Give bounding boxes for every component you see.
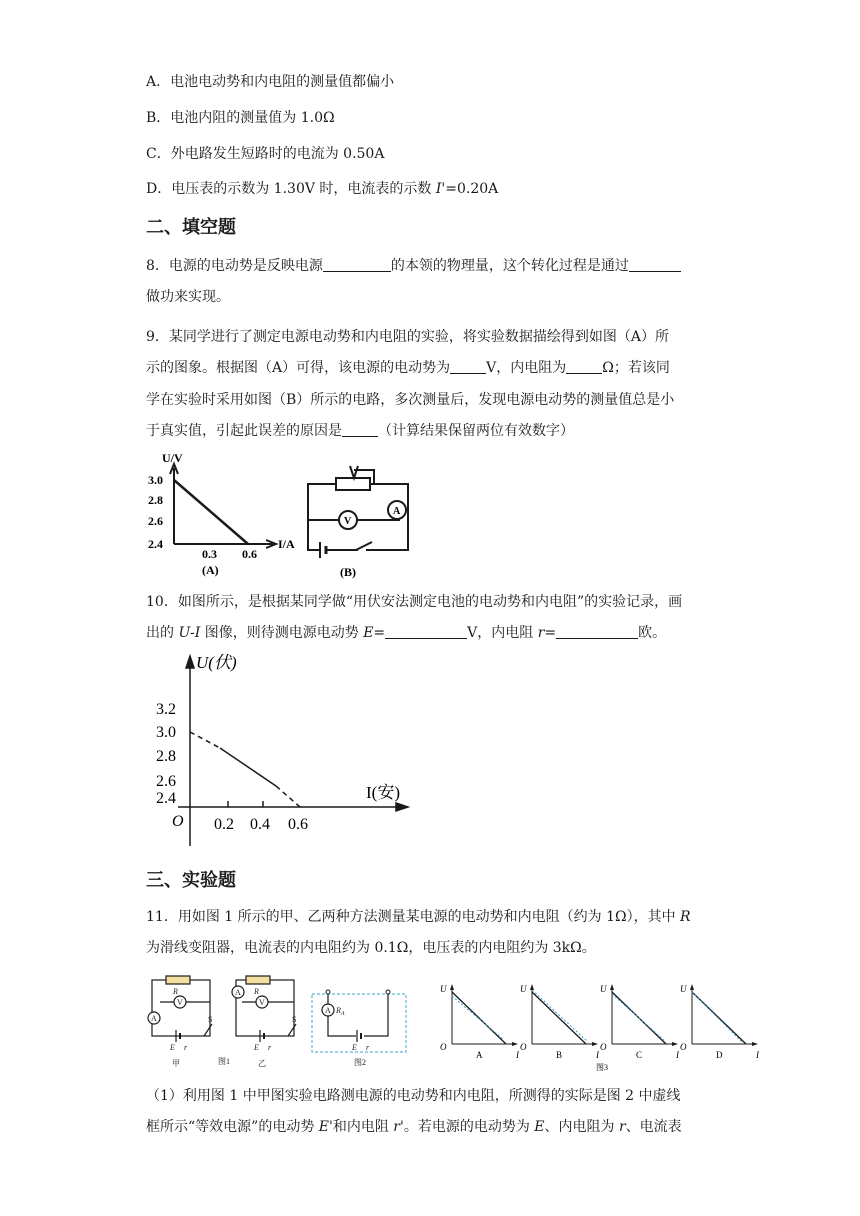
q9-text-c: Ω；若该同 bbox=[602, 360, 670, 376]
fig2-ra-label: $R_A$ bbox=[336, 1006, 345, 1017]
fig3-c-u-label: U bbox=[600, 984, 607, 994]
fig1-jia-rr-label: r bbox=[184, 1043, 188, 1052]
figa-ytick-28: 2.8 bbox=[148, 493, 163, 507]
fig1-yi-s-label: S bbox=[292, 1015, 297, 1024]
figb-slider-arrow bbox=[350, 466, 358, 478]
fig3-b-u-label: U bbox=[520, 984, 527, 994]
option-d bbox=[146, 179, 498, 199]
fig2-wire-right bbox=[364, 994, 388, 1036]
fig3-d-i-label: I bbox=[756, 1050, 759, 1060]
fig3-b-i-label: I bbox=[596, 1050, 599, 1060]
q10-text-f: 欧。 bbox=[638, 625, 667, 641]
fig3-a-u-arrow bbox=[450, 984, 454, 990]
fig3-c-origin: O bbox=[600, 1042, 607, 1052]
fig1-yi-label: 乙 bbox=[258, 1059, 266, 1068]
option-d-value: =0.20A bbox=[445, 181, 499, 197]
option-d-text: D．电压表的示数为 1.30V 时，电流表的示数 bbox=[146, 181, 436, 197]
fig3-c-i-arrow bbox=[672, 1042, 678, 1046]
q9-text-a: 示的图象。根据图（A）可得，该电源的电动势为 bbox=[146, 360, 451, 376]
q11-sub1-var-e: E bbox=[534, 1119, 545, 1135]
fig3-d-solid-line bbox=[692, 992, 746, 1044]
fig3-panel-label-c: C bbox=[636, 1050, 643, 1060]
section-heading-fill-blank: 二、填空题 bbox=[146, 217, 236, 238]
q8-blank-2[interactable] bbox=[629, 257, 681, 272]
q10-ytick-26: 2.6 bbox=[156, 773, 176, 790]
fig3-b-solid-line bbox=[532, 992, 586, 1044]
q10-eq-1: = bbox=[373, 625, 386, 641]
figa-ytick-26: 2.6 bbox=[148, 514, 163, 528]
fig1-yi-rr-label: r bbox=[268, 1043, 272, 1052]
q11-line2: 为滑线变阻器，电流表的内电阻约为 0.1Ω，电压表的内电阻约为 3kΩ。 bbox=[146, 940, 596, 956]
q11-sub1-text-e: 、电流表 bbox=[625, 1119, 682, 1135]
fig3-d-u-arrow bbox=[690, 984, 694, 990]
q10-y-arrow bbox=[186, 656, 194, 668]
q10-text-d: V，内电阻 bbox=[467, 625, 538, 641]
fig3-panel-label-a: A bbox=[476, 1050, 483, 1060]
figa-ytick-30: 3.0 bbox=[148, 473, 163, 487]
fig3-b-i-arrow bbox=[592, 1042, 598, 1046]
fig1-yi-e-label: E bbox=[254, 1043, 259, 1052]
fig3-a-i-label: I bbox=[516, 1050, 519, 1060]
fig2-terminal-left bbox=[326, 990, 330, 994]
q11-sub1-line2 bbox=[146, 1117, 682, 1137]
q10-origin: O bbox=[172, 813, 184, 830]
fig3-c-u-arrow bbox=[610, 984, 614, 990]
figa-ytick-24: 2.4 bbox=[148, 537, 163, 551]
fig1-jia-a-label: A bbox=[151, 1014, 157, 1023]
q9-blank-r[interactable] bbox=[566, 359, 602, 374]
q10-blank-emf[interactable] bbox=[385, 624, 467, 639]
fig1-jia-rheostat bbox=[166, 976, 190, 984]
figb-v-label: V bbox=[344, 516, 352, 527]
q8-line1 bbox=[146, 256, 681, 276]
q10-ytick-24: 2.4 bbox=[156, 790, 176, 807]
q8-text-a: 8．电源的电动势是反映电源 bbox=[146, 258, 323, 274]
q11-sub1-text-b: 和内电阻 bbox=[332, 1119, 394, 1135]
q8-line2: 做功来实现。 bbox=[146, 289, 230, 305]
option-a: A．电池电动势和内电阻的测量值都偏小 bbox=[146, 74, 395, 90]
fig2-a-label: A bbox=[325, 1006, 331, 1015]
fig3-a-origin: O bbox=[440, 1042, 447, 1052]
q11-sub1-var-ep: E' bbox=[318, 1119, 333, 1135]
q10-ylabel: U(伏) bbox=[196, 653, 237, 672]
fig3-b-u-arrow bbox=[530, 984, 534, 990]
figb-a-label: A bbox=[393, 506, 401, 517]
figa-xtick-06: 0.6 bbox=[242, 547, 257, 561]
fig1-yi-loop bbox=[236, 980, 297, 1036]
q10-var-r: r bbox=[537, 625, 545, 641]
q10-text-b: 图像，则待测电源电动势 bbox=[200, 625, 364, 641]
figb-caption: (B) bbox=[340, 565, 356, 579]
q10-graph bbox=[148, 650, 418, 850]
q9-figure-a bbox=[144, 452, 304, 577]
q10-xtick-02: 0.2 bbox=[214, 816, 234, 833]
q11-figure-1 bbox=[142, 974, 312, 1070]
q10-xtick-06: 0.6 bbox=[288, 816, 308, 833]
q11-var-r: R bbox=[680, 909, 691, 925]
fig1-jia-label: 甲 bbox=[172, 1059, 180, 1068]
q10-text-a: 出的 bbox=[146, 625, 179, 641]
q9-text-d: 于真实值，引起此误差的原因是 bbox=[146, 423, 342, 439]
figa-caption: (A) bbox=[202, 563, 219, 577]
fig1-jia-s-label: S bbox=[208, 1015, 213, 1024]
fig3-c-i-label: I bbox=[676, 1050, 679, 1060]
q10-blank-r[interactable] bbox=[556, 624, 638, 639]
q10-xtick-04: 0.4 bbox=[250, 816, 270, 833]
fig2-r-label: r bbox=[366, 1043, 370, 1052]
q10-eq-2: = bbox=[544, 625, 557, 641]
q9-text-e: （计算结果保留两位有效数字） bbox=[378, 423, 574, 439]
fig2-e-label: E bbox=[352, 1043, 357, 1052]
q9-text-b: V，内电阻为 bbox=[486, 360, 567, 376]
figb-rheostat bbox=[336, 478, 370, 490]
q10-ytick-32: 3.2 bbox=[156, 701, 176, 718]
q10-dashed-left bbox=[190, 732, 220, 748]
fig1-yi-switch bbox=[288, 1024, 296, 1036]
q9-blank-cause[interactable] bbox=[342, 422, 378, 437]
q10-ytick-30: 3.0 bbox=[156, 724, 176, 741]
figa-ylabel: U/V bbox=[162, 451, 183, 465]
fig1-jia-e-label: E bbox=[170, 1043, 175, 1052]
fig2-dashed-box bbox=[312, 994, 406, 1052]
q11-figure-3 bbox=[438, 978, 759, 1074]
option-b: B．电池内阻的测量值为 1.0Ω bbox=[146, 110, 335, 126]
fig1-yi-a-label: A bbox=[235, 988, 241, 997]
fig3-d-i-arrow bbox=[752, 1042, 758, 1046]
figa-xlabel: I/A bbox=[278, 537, 295, 551]
option-c: C．外电路发生短路时的电流为 0.50A bbox=[146, 146, 385, 162]
figa-xtick-03: 0.3 bbox=[202, 547, 217, 561]
q9-blank-emf[interactable] bbox=[450, 359, 486, 374]
q11-figure-2 bbox=[310, 980, 410, 1070]
q10-line2 bbox=[146, 623, 666, 643]
q10-xlabel: I(安) bbox=[366, 783, 400, 802]
q9-line3: 学在实验时采用如图（B）所示的电路，多次测量后，发现电源电动势的测量值总是小 bbox=[146, 392, 675, 408]
q9-line4 bbox=[146, 421, 574, 441]
fig3-c-dotted-line bbox=[612, 994, 666, 1042]
q11-sub1-text-c: 。若电源的电动势为 bbox=[403, 1119, 535, 1135]
q10-ytick-28: 2.8 bbox=[156, 748, 176, 765]
fig3-a-i-arrow bbox=[512, 1042, 518, 1046]
fig1-yi-v-label: V bbox=[259, 998, 265, 1007]
q9-figure-b bbox=[300, 462, 420, 580]
fig1-jia-switch bbox=[204, 1024, 212, 1036]
q11-sub1-var-rp: r' bbox=[393, 1119, 404, 1135]
fig1-jia-v-label: V bbox=[177, 998, 183, 1007]
fig3-d-origin: O bbox=[680, 1042, 687, 1052]
fig3-b-origin: O bbox=[520, 1042, 527, 1052]
option-d-var: I' bbox=[435, 181, 446, 197]
fig1-caption: 图1 bbox=[218, 1057, 230, 1066]
fig3-b-dotted-line bbox=[532, 990, 588, 1042]
fig3-a-dotted-line bbox=[452, 996, 504, 1040]
section-heading-experiment: 三、实验题 bbox=[146, 870, 236, 891]
q10-var-e: E bbox=[363, 625, 374, 641]
q10-data-line bbox=[220, 748, 276, 786]
q8-blank-1[interactable] bbox=[323, 257, 391, 272]
q10-x-arrow bbox=[396, 803, 408, 811]
q11-sub1-var-r: r bbox=[618, 1119, 626, 1135]
fig3-panel-label-b: B bbox=[556, 1050, 563, 1060]
figa-data-line bbox=[174, 480, 248, 544]
fig1-yi-rheostat bbox=[246, 976, 270, 984]
fig3-caption: 图3 bbox=[596, 1063, 608, 1072]
fig3-panel-label-d: D bbox=[716, 1050, 723, 1060]
fig3-a-solid-line bbox=[452, 992, 506, 1044]
q11-sub1-text-a: 框所示“等效电源”的电动势 bbox=[146, 1119, 319, 1135]
q9-line1: 9．某同学进行了测定电源电动势和内电阻的实验，将实验数据描绘得到如图（A）所 bbox=[146, 329, 670, 345]
q10-var-ui: U-I bbox=[178, 625, 201, 641]
q11-line1 bbox=[146, 907, 691, 927]
q10-line1: 10．如图所示，是根据某同学做“用伏安法测定电池的电动势和内电阻”的实验记录，画 bbox=[146, 594, 683, 610]
q8-text-b: 的本领的物理量，这个转化过程是通过 bbox=[390, 258, 629, 274]
fig2-terminal-right bbox=[386, 990, 390, 994]
fig2-caption: 图2 bbox=[354, 1058, 366, 1067]
q10-dashed-right bbox=[276, 786, 300, 807]
q9-line2 bbox=[146, 358, 670, 378]
q11-sub1-text-d: 、内电阻为 bbox=[544, 1119, 619, 1135]
fig3-a-u-label: U bbox=[440, 984, 447, 994]
q11-text-a: 11．用如图 1 所示的甲、乙两种方法测量某电源的电动势和内电阻（约为 1Ω），其中 bbox=[146, 909, 681, 925]
fig3-d-u-label: U bbox=[680, 984, 687, 994]
q11-sub1-line1: （1）利用图 1 中甲图实验电路测电源的电动势和内电阻，所测得的实际是图 2 中虚线 bbox=[146, 1088, 681, 1104]
fig1-jia-r-label: R bbox=[173, 987, 178, 996]
fig1-yi-r-label: R bbox=[254, 987, 259, 996]
